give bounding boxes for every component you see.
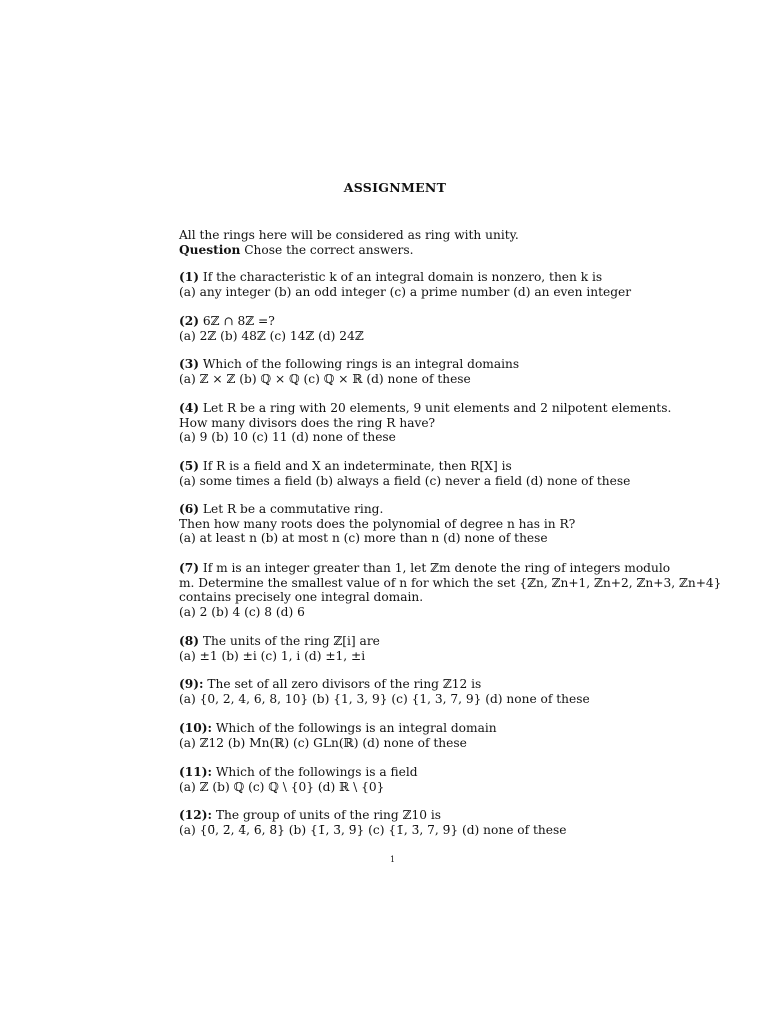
question-text: How many divisors does the ring R have? xyxy=(179,415,436,430)
question-number: (9): xyxy=(179,677,204,691)
question-text: If the characteristic k of an integral domain is nonzero, then k is xyxy=(202,270,603,284)
question-text: Then how many roots does the polynomial of degree n has in R? xyxy=(179,516,576,531)
question-text: If m is an integer greater than 1, let ℤm denote the ring of integers modulo xyxy=(202,561,671,575)
question-label: Question xyxy=(179,242,241,257)
question-1 xyxy=(179,270,649,299)
answer-options: (a) ℤ × ℤ (b) ℚ × ℚ (c) ℚ × ℝ (d) none of these xyxy=(179,371,471,386)
page-title: ASSIGNMENT xyxy=(343,180,447,195)
question-number: (11): xyxy=(179,765,212,779)
question-text: The set of all zero divisors of the ring ℤ12 is xyxy=(207,677,482,691)
answer-options: (a) at least n (b) at most n (c) more than n (d) none of these xyxy=(179,531,548,546)
question-9 xyxy=(179,677,649,706)
question-number: (1) xyxy=(179,270,200,284)
question-3 xyxy=(179,357,649,386)
question-number: (8) xyxy=(179,634,200,648)
question-11 xyxy=(179,765,649,794)
question-text: Which of the followings is an integral domain xyxy=(215,721,497,735)
question-text: Let R be a ring with 20 elements, 9 unit elements and 2 nilpotent elements. xyxy=(202,401,672,415)
question-text: The units of the ring ℤ[i] are xyxy=(202,634,380,648)
question-12 xyxy=(179,808,649,837)
question-4 xyxy=(179,401,672,445)
answer-options: (a) any integer (b) an odd integer (c) a prime number (d) an even integer xyxy=(179,284,632,299)
answer-options: (a) 9 (b) 10 (c) 11 (d) none of these xyxy=(179,430,396,445)
question-number: (7) xyxy=(179,561,200,575)
question-7 xyxy=(179,561,722,619)
intro-line: All the rings here will be considered as ring with unity. xyxy=(179,228,519,242)
question-10 xyxy=(179,721,649,750)
answer-options: (a) ℤ12 (b) Mn(ℝ) (c) GLn(ℝ) (d) none of these xyxy=(179,735,467,750)
question-text: The group of units of the ring ℤ10 is xyxy=(215,808,442,822)
question-text: m. Determine the smallest value of n for which the set {ℤn, ℤn+1, ℤn+2, ℤn+3, ℤn+4} xyxy=(179,575,722,590)
question-text: 6ℤ ∩ 8ℤ =? xyxy=(202,314,275,328)
question-text: Chose the correct answers. xyxy=(244,242,414,257)
answer-options: (a) some times a field (b) always a field (c) never a field (d) none of these xyxy=(179,473,631,488)
question-instruction xyxy=(179,243,649,258)
answer-options: (a) {0̄, 2̄, 4̄, 6̄, 8̄} (b) {1̄, 3̄, 9̄} (c) {1̄, 3̄, 7̄, 9̄} (d) none of these xyxy=(179,822,567,837)
question-2 xyxy=(179,314,649,343)
question-number: (10): xyxy=(179,721,212,735)
question-number: (6) xyxy=(179,502,200,516)
answer-options: (a) {0, 2, 4, 6, 8, 10} (b) {1, 3, 9} (c) {1, 3, 7, 9} (d) none of these xyxy=(179,691,590,706)
question-number: (12): xyxy=(179,808,212,822)
question-8 xyxy=(179,634,649,663)
question-text: Which of the following rings is an integral domains xyxy=(202,357,520,371)
answer-options: (a) 2 (b) 4 (c) 8 (d) 6 xyxy=(179,604,305,619)
question-text: Which of the followings is a field xyxy=(215,765,418,779)
question-5 xyxy=(179,459,649,488)
question-number: (3) xyxy=(179,357,200,371)
intro xyxy=(179,228,649,257)
answer-options: (a) ±1 (b) ±i (c) 1, i (d) ±1, ±i xyxy=(179,648,366,663)
answer-options: (a) 2ℤ (b) 48ℤ (c) 14ℤ (d) 24ℤ xyxy=(179,328,364,343)
question-text: contains precisely one integral domain. xyxy=(179,590,424,605)
question-number: (4) xyxy=(179,401,200,415)
question-6 xyxy=(179,502,649,546)
answer-options: (a) ℤ (b) ℚ (c) ℚ \ {0} (d) ℝ \ {0} xyxy=(179,779,385,794)
question-number: (5) xyxy=(179,459,200,473)
page-number: 1 xyxy=(390,855,396,864)
question-number: (2) xyxy=(179,314,200,328)
question-text: Let R be a commutative ring. xyxy=(202,502,384,516)
question-text: If R is a field and X an indeterminate, then R[X] is xyxy=(202,459,512,473)
